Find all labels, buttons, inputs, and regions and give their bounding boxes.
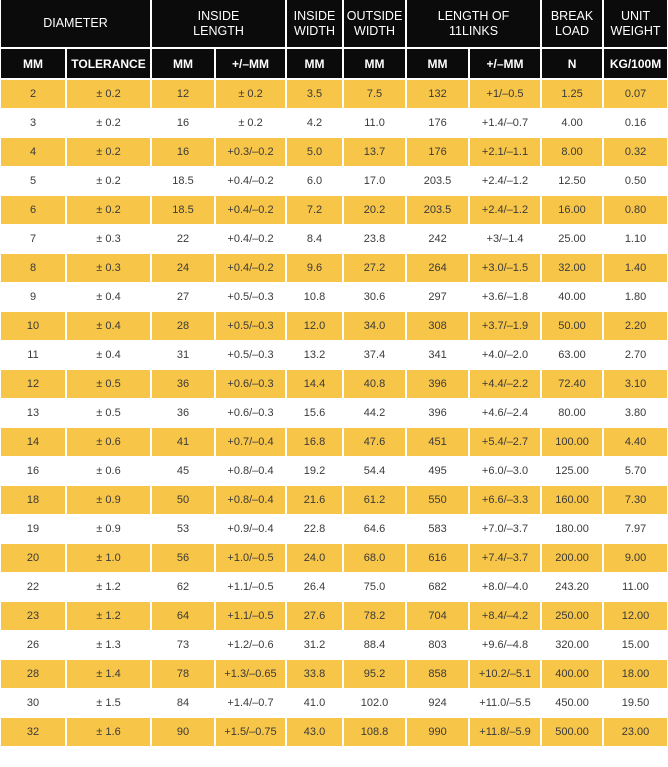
table-row <box>1 138 667 167</box>
table-cell: 28 <box>151 312 215 341</box>
table-cell: 990 <box>406 718 469 747</box>
table-cell: +1.5/–0.75 <box>215 718 286 747</box>
table-cell: +3/–1.4 <box>469 225 541 254</box>
table-cell: 8.00 <box>541 138 603 167</box>
table-cell: 7.30 <box>603 486 667 515</box>
table-cell: 583 <box>406 515 469 544</box>
table-cell: +0.7/–0.4 <box>215 428 286 457</box>
table-row <box>1 602 667 631</box>
table-cell: 297 <box>406 283 469 312</box>
table-cell: 16 <box>151 138 215 167</box>
table-cell: 44.2 <box>343 399 406 428</box>
table-row <box>1 515 667 544</box>
table-cell: 176 <box>406 109 469 138</box>
table-cell: 18 <box>1 486 66 515</box>
table-cell: 132 <box>406 79 469 109</box>
table-cell: +0.5/–0.3 <box>215 341 286 370</box>
header-break-load: BREAK LOAD <box>541 0 603 48</box>
table-row <box>1 399 667 428</box>
table-cell: 2.70 <box>603 341 667 370</box>
table-row <box>1 689 667 718</box>
table-cell: 15.6 <box>286 399 343 428</box>
table-cell: 27.2 <box>343 254 406 283</box>
table-row <box>1 428 667 457</box>
table-cell: 22 <box>151 225 215 254</box>
table-cell: 11.0 <box>343 109 406 138</box>
table-cell: +9.6/–4.8 <box>469 631 541 660</box>
table-cell: 27 <box>151 283 215 312</box>
table-row <box>1 457 667 486</box>
header-outside-width: OUTSIDE WIDTH <box>343 0 406 48</box>
table-cell: 41.0 <box>286 689 343 718</box>
table-cell: ± 0.4 <box>66 312 151 341</box>
table-cell: +3.7/–1.9 <box>469 312 541 341</box>
table-cell: 7 <box>1 225 66 254</box>
table-cell: ± 0.9 <box>66 486 151 515</box>
table-cell: 12.00 <box>603 602 667 631</box>
table-cell: 3.10 <box>603 370 667 399</box>
table-cell: 320.00 <box>541 631 603 660</box>
table-cell: +0.6/–0.3 <box>215 399 286 428</box>
table-cell: 12 <box>1 370 66 399</box>
table-cell: ± 0.6 <box>66 428 151 457</box>
table-cell: +1.0/–0.5 <box>215 544 286 573</box>
table-cell: 13.7 <box>343 138 406 167</box>
table-cell: +0.5/–0.3 <box>215 283 286 312</box>
table-cell: 5 <box>1 167 66 196</box>
table-body <box>1 79 667 747</box>
table-cell: 7.5 <box>343 79 406 109</box>
table-cell: +6.0/–3.0 <box>469 457 541 486</box>
table-cell: 33.8 <box>286 660 343 689</box>
table-cell: 17.0 <box>343 167 406 196</box>
table-cell: 160.00 <box>541 486 603 515</box>
table-cell: 7.97 <box>603 515 667 544</box>
table-cell: 13.2 <box>286 341 343 370</box>
table-cell: 19.50 <box>603 689 667 718</box>
table-cell: 26 <box>1 631 66 660</box>
table-cell: +8.0/–4.0 <box>469 573 541 602</box>
table-cell: 11.00 <box>603 573 667 602</box>
table-row <box>1 79 667 109</box>
table-row <box>1 718 667 747</box>
table-cell: 18.5 <box>151 167 215 196</box>
table-cell: 61.2 <box>343 486 406 515</box>
table-cell: 7.2 <box>286 196 343 225</box>
table-cell: 80.00 <box>541 399 603 428</box>
table-cell: ± 0.4 <box>66 341 151 370</box>
table-cell: 68.0 <box>343 544 406 573</box>
subheader-cell: MM <box>406 48 469 79</box>
header-diameter: DIAMETER <box>1 0 151 48</box>
header-length-11links: LENGTH OF 11LINKS <box>406 0 541 48</box>
table-cell: +0.9/–0.4 <box>215 515 286 544</box>
table-cell: 22 <box>1 573 66 602</box>
table-cell: 84 <box>151 689 215 718</box>
table-cell: 73 <box>151 631 215 660</box>
table-cell: 78 <box>151 660 215 689</box>
table-cell: 36 <box>151 370 215 399</box>
table-cell: 24.0 <box>286 544 343 573</box>
table-cell: 22.8 <box>286 515 343 544</box>
table-cell: 54.4 <box>343 457 406 486</box>
table-cell: 803 <box>406 631 469 660</box>
table-cell: 2.20 <box>603 312 667 341</box>
table-cell: 0.32 <box>603 138 667 167</box>
table-cell: 78.2 <box>343 602 406 631</box>
table-cell: 16.8 <box>286 428 343 457</box>
subheader-cell: N <box>541 48 603 79</box>
table-cell: +2.4/–1.2 <box>469 196 541 225</box>
table-row <box>1 544 667 573</box>
table-cell: 10 <box>1 312 66 341</box>
subheader-cell: KG/100M <box>603 48 667 79</box>
table-cell: 31 <box>151 341 215 370</box>
table-cell: 400.00 <box>541 660 603 689</box>
table-cell: 4 <box>1 138 66 167</box>
table-cell: ± 0.2 <box>215 109 286 138</box>
table-cell: 88.4 <box>343 631 406 660</box>
table-cell: 28 <box>1 660 66 689</box>
subheader-cell: +/–MM <box>215 48 286 79</box>
table-cell: 14 <box>1 428 66 457</box>
table-cell: ± 0.2 <box>66 109 151 138</box>
table-cell: 64.6 <box>343 515 406 544</box>
table-cell: 3 <box>1 109 66 138</box>
table-cell: 550 <box>406 486 469 515</box>
table-cell: +7.0/–3.7 <box>469 515 541 544</box>
table-cell: 34.0 <box>343 312 406 341</box>
table-cell: 40.8 <box>343 370 406 399</box>
table-cell: 23.00 <box>603 718 667 747</box>
table-cell: +3.0/–1.5 <box>469 254 541 283</box>
table-cell: 63.00 <box>541 341 603 370</box>
table-cell: +1/–0.5 <box>469 79 541 109</box>
table-cell: 0.07 <box>603 79 667 109</box>
table-cell: 1.40 <box>603 254 667 283</box>
table-cell: 451 <box>406 428 469 457</box>
table-cell: 682 <box>406 573 469 602</box>
table-cell: +2.1/–1.1 <box>469 138 541 167</box>
table-cell: 9 <box>1 283 66 312</box>
table-cell: +1.4/–0.7 <box>215 689 286 718</box>
table-cell: 95.2 <box>343 660 406 689</box>
table-cell: 396 <box>406 399 469 428</box>
table-cell: ± 1.2 <box>66 602 151 631</box>
table-cell: 858 <box>406 660 469 689</box>
table-cell: 15.00 <box>603 631 667 660</box>
table-cell: 12.0 <box>286 312 343 341</box>
table-cell: 0.16 <box>603 109 667 138</box>
header-inside-length: INSIDE LENGTH <box>151 0 286 48</box>
table-cell: 3.80 <box>603 399 667 428</box>
table-cell: +7.4/–3.7 <box>469 544 541 573</box>
table-row <box>1 312 667 341</box>
table-cell: 308 <box>406 312 469 341</box>
table-row <box>1 660 667 689</box>
table-cell: +0.8/–0.4 <box>215 486 286 515</box>
table-cell: 108.8 <box>343 718 406 747</box>
table-cell: ± 0.4 <box>66 283 151 312</box>
table-cell: 2 <box>1 79 66 109</box>
table-cell: ± 0.2 <box>66 79 151 109</box>
table-cell: 5.70 <box>603 457 667 486</box>
table-cell: 125.00 <box>541 457 603 486</box>
table-cell: 616 <box>406 544 469 573</box>
table-row <box>1 341 667 370</box>
table-cell: 4.00 <box>541 109 603 138</box>
table-cell: ± 0.2 <box>66 167 151 196</box>
table-cell: +10.2/–5.1 <box>469 660 541 689</box>
table-cell: +1.3/–0.65 <box>215 660 286 689</box>
table-cell: 53 <box>151 515 215 544</box>
table-cell: 10.8 <box>286 283 343 312</box>
header-inside-width: INSIDE WIDTH <box>286 0 343 48</box>
table-cell: 500.00 <box>541 718 603 747</box>
table-cell: 8.4 <box>286 225 343 254</box>
table-cell: ± 1.2 <box>66 573 151 602</box>
table-cell: +0.5/–0.3 <box>215 312 286 341</box>
table-cell: 40.00 <box>541 283 603 312</box>
table-cell: +0.4/–0.2 <box>215 225 286 254</box>
table-row <box>1 573 667 602</box>
table-cell: 180.00 <box>541 515 603 544</box>
table-cell: 36 <box>151 399 215 428</box>
table-row <box>1 283 667 312</box>
table-cell: 4.2 <box>286 109 343 138</box>
table-cell: 62 <box>151 573 215 602</box>
table-cell: 1.80 <box>603 283 667 312</box>
table-cell: ± 0.2 <box>66 138 151 167</box>
table-cell: +11.8/–5.9 <box>469 718 541 747</box>
table-row <box>1 370 667 399</box>
table-cell: 37.4 <box>343 341 406 370</box>
table-cell: 100.00 <box>541 428 603 457</box>
table-cell: 102.0 <box>343 689 406 718</box>
table-row <box>1 167 667 196</box>
table-cell: 0.80 <box>603 196 667 225</box>
table-cell: 6.0 <box>286 167 343 196</box>
table-cell: 250.00 <box>541 602 603 631</box>
table-cell: 20.2 <box>343 196 406 225</box>
table-cell: 1.25 <box>541 79 603 109</box>
table-cell: 924 <box>406 689 469 718</box>
table-cell: 12.50 <box>541 167 603 196</box>
table-cell: ± 1.4 <box>66 660 151 689</box>
table-cell: 200.00 <box>541 544 603 573</box>
table-cell: ± 0.9 <box>66 515 151 544</box>
table-cell: 14.4 <box>286 370 343 399</box>
table-cell: +3.6/–1.8 <box>469 283 541 312</box>
table-cell: 64 <box>151 602 215 631</box>
table-cell: 30.6 <box>343 283 406 312</box>
table-cell: +11.0/–5.5 <box>469 689 541 718</box>
table-cell: 704 <box>406 602 469 631</box>
table-cell: 203.5 <box>406 167 469 196</box>
table-cell: 30 <box>1 689 66 718</box>
table-cell: 9.6 <box>286 254 343 283</box>
table-cell: 24 <box>151 254 215 283</box>
table-cell: 19.2 <box>286 457 343 486</box>
subheader-cell: TOLERANCE <box>66 48 151 79</box>
table-row <box>1 109 667 138</box>
table-cell: 50.00 <box>541 312 603 341</box>
table-row <box>1 486 667 515</box>
table-cell: ± 1.6 <box>66 718 151 747</box>
table-cell: 11 <box>1 341 66 370</box>
table-cell: +1.1/–0.5 <box>215 573 286 602</box>
table-cell: 18.00 <box>603 660 667 689</box>
table-cell: ± 0.6 <box>66 457 151 486</box>
table-cell: ± 1.3 <box>66 631 151 660</box>
table-cell: 1.10 <box>603 225 667 254</box>
table-cell: 264 <box>406 254 469 283</box>
table-cell: 23 <box>1 602 66 631</box>
table-cell: 5.0 <box>286 138 343 167</box>
subheader-cell: +/–MM <box>469 48 541 79</box>
table-cell: 25.00 <box>541 225 603 254</box>
table-cell: 50 <box>151 486 215 515</box>
table-cell: +4.0/–2.0 <box>469 341 541 370</box>
table-cell: 8 <box>1 254 66 283</box>
subheader-cell: MM <box>151 48 215 79</box>
table-cell: 13 <box>1 399 66 428</box>
table-cell: ± 0.2 <box>215 79 286 109</box>
table-cell: ± 1.5 <box>66 689 151 718</box>
table-cell: 6 <box>1 196 66 225</box>
table-cell: +1.1/–0.5 <box>215 602 286 631</box>
table-cell: +6.6/–3.3 <box>469 486 541 515</box>
table-cell: 43.0 <box>286 718 343 747</box>
table-cell: ± 0.3 <box>66 225 151 254</box>
table-cell: ± 0.2 <box>66 196 151 225</box>
table-cell: 16 <box>1 457 66 486</box>
table-cell: 75.0 <box>343 573 406 602</box>
table-cell: +1.2/–0.6 <box>215 631 286 660</box>
table-cell: +2.4/–1.2 <box>469 167 541 196</box>
table-cell: ± 0.3 <box>66 254 151 283</box>
table-cell: 26.4 <box>286 573 343 602</box>
table-cell: 450.00 <box>541 689 603 718</box>
table-cell: 19 <box>1 515 66 544</box>
table-cell: 31.2 <box>286 631 343 660</box>
header-unit-weight: UNIT WEIGHT <box>603 0 667 48</box>
table-cell: +0.3/–0.2 <box>215 138 286 167</box>
table-cell: 27.6 <box>286 602 343 631</box>
table-cell: +4.4/–2.2 <box>469 370 541 399</box>
table-cell: 16.00 <box>541 196 603 225</box>
table-cell: 21.6 <box>286 486 343 515</box>
subheader-cell: MM <box>286 48 343 79</box>
table-cell: +0.4/–0.2 <box>215 196 286 225</box>
table-cell: 72.40 <box>541 370 603 399</box>
table-cell: 495 <box>406 457 469 486</box>
table-cell: 3.5 <box>286 79 343 109</box>
table-row <box>1 225 667 254</box>
subheader-cell: MM <box>1 48 66 79</box>
table-cell: +8.4/–4.2 <box>469 602 541 631</box>
table-cell: 396 <box>406 370 469 399</box>
table-cell: 242 <box>406 225 469 254</box>
table-cell: 45 <box>151 457 215 486</box>
table-cell: 56 <box>151 544 215 573</box>
table-cell: +4.6/–2.4 <box>469 399 541 428</box>
table-cell: 176 <box>406 138 469 167</box>
table-row <box>1 254 667 283</box>
table-cell: 32 <box>1 718 66 747</box>
table-cell: +0.4/–0.2 <box>215 167 286 196</box>
table-row <box>1 631 667 660</box>
table-cell: 90 <box>151 718 215 747</box>
table-cell: 20 <box>1 544 66 573</box>
table-cell: +0.8/–0.4 <box>215 457 286 486</box>
table-cell: 0.50 <box>603 167 667 196</box>
table-cell: ± 0.5 <box>66 370 151 399</box>
header-unit-row <box>1 48 667 79</box>
table-cell: ± 1.0 <box>66 544 151 573</box>
table-cell: +0.6/–0.3 <box>215 370 286 399</box>
table-cell: +1.4/–0.7 <box>469 109 541 138</box>
table-cell: 18.5 <box>151 196 215 225</box>
table-cell: 41 <box>151 428 215 457</box>
table-cell: 23.8 <box>343 225 406 254</box>
table-cell: +0.4/–0.2 <box>215 254 286 283</box>
table-cell: 16 <box>151 109 215 138</box>
table-cell: 243.20 <box>541 573 603 602</box>
table-cell: 47.6 <box>343 428 406 457</box>
subheader-cell: MM <box>343 48 406 79</box>
table-cell: 12 <box>151 79 215 109</box>
chain-spec-table <box>1 0 667 747</box>
table-cell: 9.00 <box>603 544 667 573</box>
table-cell: ± 0.5 <box>66 399 151 428</box>
header-group-row <box>1 0 667 48</box>
table-cell: 4.40 <box>603 428 667 457</box>
table-cell: 32.00 <box>541 254 603 283</box>
table-cell: 341 <box>406 341 469 370</box>
table-cell: +5.4/–2.7 <box>469 428 541 457</box>
table-cell: 203.5 <box>406 196 469 225</box>
table-row <box>1 196 667 225</box>
